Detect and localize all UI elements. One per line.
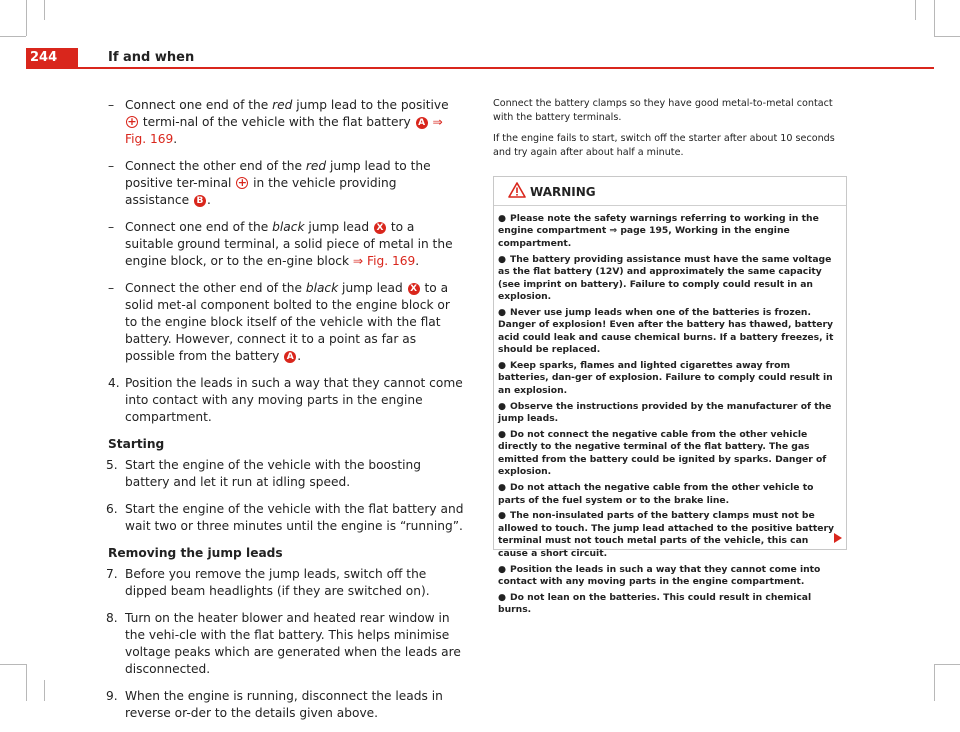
warning-item <box>498 592 840 617</box>
text-run: . <box>415 254 420 268</box>
text-run: black <box>272 220 305 234</box>
text-run: . <box>206 193 211 207</box>
text-run: Position the leads in such a way that they cannot come into contact with any moving parts in the engine compartment. <box>125 376 463 424</box>
warning-box <box>493 176 847 616</box>
warning-item <box>498 482 840 507</box>
list-marker: 7. <box>106 567 118 581</box>
left-column <box>108 97 464 732</box>
warning-item <box>498 254 840 304</box>
warning-text: The battery providing assistance must have the same voltage as the flat battery (12V) and approximately the same capacity (see imprint on battery). Failure to comply could result in an explosion. <box>498 253 832 302</box>
crop-mark <box>934 664 960 665</box>
list-text: Turn on the heater blower and heated rear window in the vehi-cle with the flat battery. This helps minimise voltage peaks which are generated when the leads are disconnected. <box>125 611 461 676</box>
list-text: Start the engine of the vehicle with the boosting battery and let it run at idling speed. <box>125 458 421 489</box>
bullet-icon: ● <box>498 359 507 371</box>
list-item <box>108 688 464 722</box>
warning-text: The non-insulated parts of the battery clamps must not be allowed to touch. The jump lead attached to the positive battery terminal must not touch metal parts of the vehicle, this can cause a short circuit. <box>498 510 834 559</box>
list-text: Start the engine of the vehicle with the flat battery and wait two or three minutes until the engine is “running”. <box>125 502 464 533</box>
crop-mark <box>0 664 26 665</box>
list-marker: 8. <box>106 611 118 625</box>
continue-arrow-icon <box>834 533 842 543</box>
callout-badge: X <box>408 283 420 295</box>
crop-mark <box>915 0 916 20</box>
section-heading-starting: Starting <box>108 437 165 451</box>
crop-mark <box>0 36 26 37</box>
warning-header <box>494 177 846 206</box>
warning-item <box>498 429 840 479</box>
crop-mark <box>26 0 27 36</box>
list-marker: – <box>108 281 115 295</box>
bullet-icon: ● <box>498 429 507 440</box>
callout-badge: X <box>374 222 386 234</box>
list-item <box>108 375 464 426</box>
text-run: Connect one end of the <box>125 220 273 234</box>
warning-text: Position the leads in such a way that they cannot come into contact with any moving parts in the engine compartment. <box>498 563 821 587</box>
text-run: jump lead <box>338 281 407 295</box>
instruction-list <box>108 97 464 426</box>
right-column <box>493 97 845 167</box>
list-marker: – <box>108 220 115 234</box>
callout-badge: A <box>416 117 428 129</box>
list-item <box>108 280 464 365</box>
text-run: Connect the other end of the <box>125 281 306 295</box>
section-heading-removing: Removing the jump leads <box>108 546 283 560</box>
list-item <box>108 501 464 535</box>
warning-item <box>498 360 840 397</box>
warning-list <box>494 206 846 617</box>
warning-text: Do not connect the negative cable from the other vehicle directly to the negative terminal of the flat battery. The gas emitted from the battery could be ignited by sparks. Danger of explosion. <box>498 429 827 478</box>
text-run: termi-nal of the vehicle with the flat battery <box>139 115 415 129</box>
crop-mark <box>44 0 45 20</box>
text-run: to a solid met-al component bolted to the engine block or to the engine block itself of the vehicle with the flat battery. However, connect it to a point as far as possible from the battery <box>125 281 450 363</box>
starting-list <box>108 457 464 535</box>
text-run: . <box>297 349 302 363</box>
list-item <box>108 219 464 270</box>
crop-mark <box>44 680 45 701</box>
crop-mark <box>934 0 935 36</box>
text-run: . <box>173 132 178 146</box>
page-title: If and when <box>108 50 195 65</box>
header-rule <box>26 67 934 69</box>
text-run: black <box>305 281 339 295</box>
text-run: Connect the other end of the <box>125 159 306 173</box>
figure-reference: ⇒ Fig. 169 <box>352 254 416 268</box>
text-run: to a suitable ground terminal, a solid piece of metal in the engine block, or to the en-gine block <box>125 220 453 268</box>
list-item <box>108 566 464 600</box>
text-run: in the vehicle providing assistance <box>125 176 397 207</box>
callout-badge: + <box>237 176 247 189</box>
crop-mark <box>26 664 27 701</box>
warning-text: Observe the instructions provided by the manufacturer of the jump leads. <box>498 400 832 425</box>
list-item <box>108 457 464 491</box>
figure-reference: ⇒ Fig. 169 <box>125 115 443 146</box>
warning-title: WARNING <box>530 185 596 199</box>
warning-text: Keep sparks, flames and lighted cigarettes away from batteries, dan-ger of explosion. Failure to comply could result in an explosion. <box>498 359 833 396</box>
list-marker: – <box>108 159 115 173</box>
list-marker: 6. <box>106 502 118 516</box>
bullet-icon: ● <box>498 510 507 522</box>
list-marker: 4. <box>108 376 120 390</box>
list-text: Before you remove the jump leads, switch off the dipped beam headlights (if they are switched on). <box>125 567 430 598</box>
warning-text: Never use jump leads when one of the batteries is frozen. Danger of explosion! Even after the battery has thawed, battery acid could leak and cause chemical burns. If a battery freezes, it should be replaced. <box>498 306 834 356</box>
bullet-icon: ● <box>498 253 507 265</box>
list-item <box>108 97 464 148</box>
text-run: jump lead to the positive <box>292 98 449 112</box>
bullet-icon: ● <box>498 400 507 412</box>
warning-item <box>498 510 840 560</box>
warning-item <box>498 401 840 426</box>
text-run: red <box>272 98 293 112</box>
bullet-icon: ● <box>498 563 507 575</box>
text-run: red <box>305 159 327 173</box>
list-marker: 9. <box>106 689 118 703</box>
list-marker: – <box>108 98 115 112</box>
text-run: Connect one end of the <box>125 98 273 112</box>
text-run: jump lead to the positive ter-minal <box>125 159 431 190</box>
crop-mark <box>934 664 935 701</box>
removing-list <box>108 566 464 722</box>
paragraph: Connect the battery clamps so they have good metal-to-metal contact with the battery terminals. <box>493 98 833 123</box>
warning-text: Do not attach the negative cable from the other vehicle to parts of the fuel system or to the brake line. <box>498 482 814 506</box>
bullet-icon: ● <box>498 591 507 603</box>
page-number: 244 <box>26 48 78 68</box>
bullet-icon: ● <box>498 213 507 224</box>
callout-badge: B <box>194 195 206 207</box>
warning-text: Please note the safety warnings referring to working in the engine compartment ⇒ page 195, Working in the engine compartment. <box>498 213 819 249</box>
warning-triangle-icon <box>508 182 526 202</box>
list-item <box>108 158 464 209</box>
list-text: When the engine is running, disconnect the leads in reverse or-der to the details given above. <box>125 689 443 720</box>
paragraph: If the engine fails to start, switch off the starter after about 10 seconds and try again after about half a minute. <box>493 133 835 158</box>
bullet-icon: ● <box>498 306 507 318</box>
crop-mark <box>934 36 960 37</box>
warning-item <box>498 213 840 250</box>
list-marker: 5. <box>106 458 118 472</box>
warning-text: Do not lean on the batteries. This could result in chemical burns. <box>498 591 812 616</box>
text-run: jump lead <box>304 220 373 234</box>
warning-item <box>498 564 840 589</box>
list-item <box>108 610 464 678</box>
callout-badge: A <box>284 351 296 363</box>
warning-item <box>498 307 840 357</box>
callout-badge: + <box>127 115 137 128</box>
bullet-icon: ● <box>498 482 507 494</box>
